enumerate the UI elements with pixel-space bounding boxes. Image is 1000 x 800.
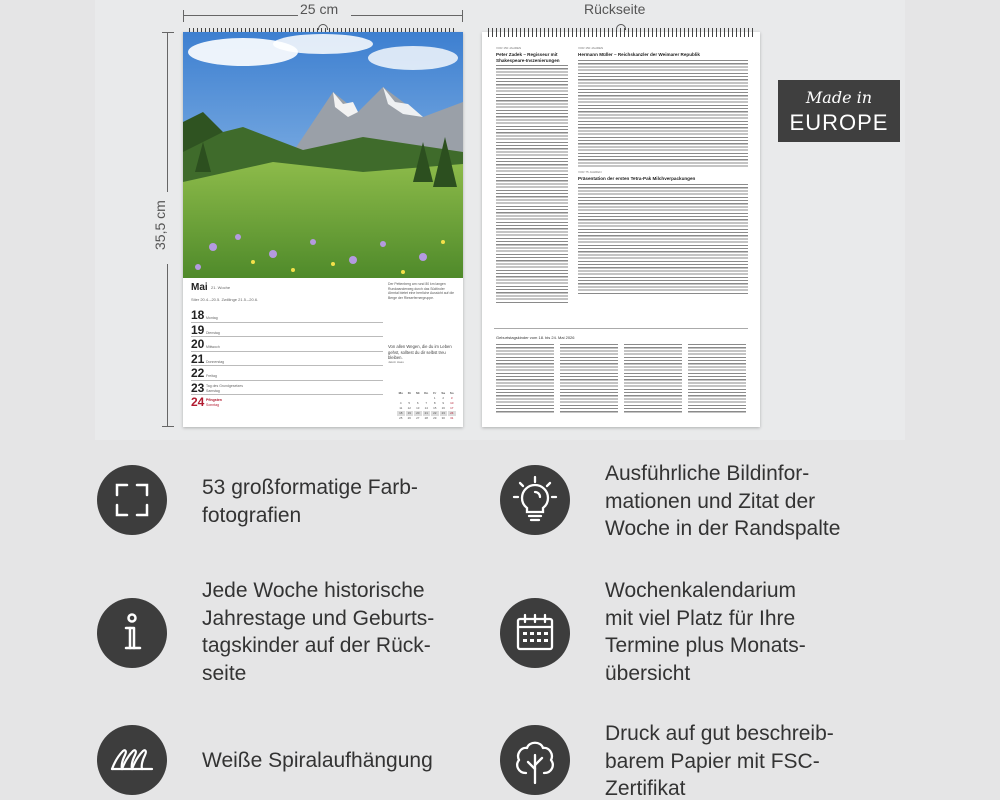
month-title: Mai [191,282,208,293]
history-title: Hermann Müller – Reichskanzler der Weimarer Republik [578,52,700,57]
day-name: Dienstag [206,330,220,335]
feature-text: Ausführliche Bildinfor- mationen und Zitat der Woche in der Randspalte [605,462,841,540]
feature-text: Druck auf gut beschreib- barem Papier mit FSC- Zertifikat [605,722,834,800]
mini-cal-weekday: Do [424,391,429,395]
feature-text: Weiße Spiralaufhängung [202,749,433,772]
mini-cal-day: 27 [416,416,420,420]
mini-cal-weekday: Di [407,391,411,395]
day-name: Donnerstag [206,359,225,364]
history-column-1 [496,46,568,303]
divider [494,328,748,329]
day-name: Montag [206,316,218,320]
height-label: 35,5 cm [152,200,168,250]
mini-cal-day: 29 [433,416,437,420]
history-text [578,60,748,168]
history-title: Präsentation der ersten Tetra-Pak Milchverpackungen [578,176,696,181]
landscape-photo [183,32,463,278]
hanger-hook [318,24,328,30]
history-column-2 [578,46,748,168]
mini-cal-weekday: So [449,391,454,395]
calendar-icon [500,598,570,668]
mini-cal-day: 24 [448,411,456,416]
history-text [496,65,568,303]
mini-cal-day: 18 [397,411,405,416]
badge-line-2: EUROPE [789,110,889,135]
day-row [191,381,383,396]
feature-text: 53 großformatige Farb- fotografien [202,476,418,527]
mini-cal-day: 16 [441,406,445,410]
history-kicker: VOR 75 JAHREN [578,170,602,174]
history-kicker: VOR 150 JAHREN [496,46,522,50]
mini-cal-day: 14 [424,406,428,410]
history-title: Peter Zadek – Regisseur mit Shakespeare-Inszenierungen [496,52,560,63]
mini-cal-weekday: Mi [416,391,420,395]
made-in-europe-badge [778,80,900,142]
calendar-front-page [183,32,463,427]
back-side-label: Rückseite [584,1,646,17]
info-icon [97,598,167,668]
mini-cal-day: 28 [424,416,428,420]
birthdays-col [624,344,682,414]
mini-cal-weekday: Mo [398,391,403,395]
day-row [191,352,383,367]
lightbulb-icon [500,465,570,535]
expand-icon [97,465,167,535]
mini-cal-day: 23 [440,411,448,416]
mini-cal-day: 19 [406,411,414,416]
birthdays-col [496,344,554,414]
mini-cal-day: 30 [441,416,445,420]
day-name: Mittwoch [206,345,220,349]
mini-cal-day: 11 [399,406,403,410]
day-number: 23 [191,380,205,395]
mini-cal-weekday: Sa [441,391,446,395]
day-number: 18 [191,308,205,322]
mini-cal-day: 9 [442,401,445,405]
hanger-hook [616,24,626,30]
feature-text: Jede Woche historische Jahrestage und Geburts- tagskinder auf der Rück- seite [202,579,435,685]
birthdays-title: Geburtstagskinder vom 18. bis 24. Mai 2026 [496,335,575,340]
mini-cal-day: 5 [408,401,411,405]
mini-cal-day: 21 [423,411,431,416]
day-name: Samstag [206,388,220,393]
day-row [191,366,383,381]
day-row [191,323,383,338]
day-name: Sonntag [206,403,220,407]
birthdays-col [688,344,746,414]
badge-line-1: Made in [805,88,873,107]
mini-cal-day: 6 [416,401,419,405]
mini-cal-day: 22 [431,411,439,416]
photo-caption: Der Pettenberg am rund 80 km langen Rundwanderweg durch das Südtiroler Ahrntal bietet eine herrliche Aussicht auf die Berge der Rieserfernergruppe. [388,282,454,300]
week-number: 21. Woche [211,285,231,290]
mini-cal-day: 4 [399,401,402,405]
mini-cal-day: 3 [450,396,453,400]
mini-cal-day: 1 [433,396,436,400]
width-label: 25 cm [300,1,339,17]
calendar-back-page [482,32,760,427]
mini-cal-day: 12 [407,406,411,410]
tree-icon [500,725,570,795]
day-number: 22 [191,366,205,380]
mini-cal-day: 20 [414,411,422,416]
mini-cal-day: 13 [416,406,420,410]
history-kicker: VOR 150 JAHREN [578,46,604,50]
day-number: 20 [191,337,205,351]
birthdays-col [560,344,618,414]
day-number: 24 [191,395,205,409]
month-overview-calendar [397,391,457,421]
mini-cal-day: 15 [433,406,437,410]
day-row [191,395,383,410]
mini-cal-day: 25 [399,416,403,420]
week-quote: Von allen Wegen, die du im Leben gehst, solltest du dir selbst treu bleiben. [388,344,452,360]
history-text [578,184,748,296]
day-number: 19 [191,322,205,337]
spiral-icon [97,725,167,795]
zodiac-info: Stier 20.4.–20.5. Zwillinge 21.5.–20.6. [191,297,259,302]
mini-cal-day: 26 [407,416,411,420]
mini-cal-day: 31 [450,416,454,420]
day-row [191,308,383,323]
day-name: Freitag [206,374,217,378]
mini-cal-day: 2 [442,396,445,400]
mini-cal-day: 8 [433,401,436,405]
day-number: 21 [191,351,205,366]
mini-cal-day: 10 [450,401,454,405]
day-row [191,337,383,352]
quote-author: Jakob Haas [388,360,404,364]
mini-cal-weekday: Fr [433,391,437,395]
holiday-note: Pfingsten [206,398,222,402]
mini-cal-day: 7 [425,401,428,405]
feature-text: Wochenkalendarium mit viel Platz für Ihre Termine plus Monats- übersicht [605,579,806,685]
history-column-3 [578,170,748,296]
holiday-note: Tag des Grundgesetzes [206,383,243,388]
mini-cal-day: 17 [450,406,454,410]
week-days-list [191,308,383,410]
